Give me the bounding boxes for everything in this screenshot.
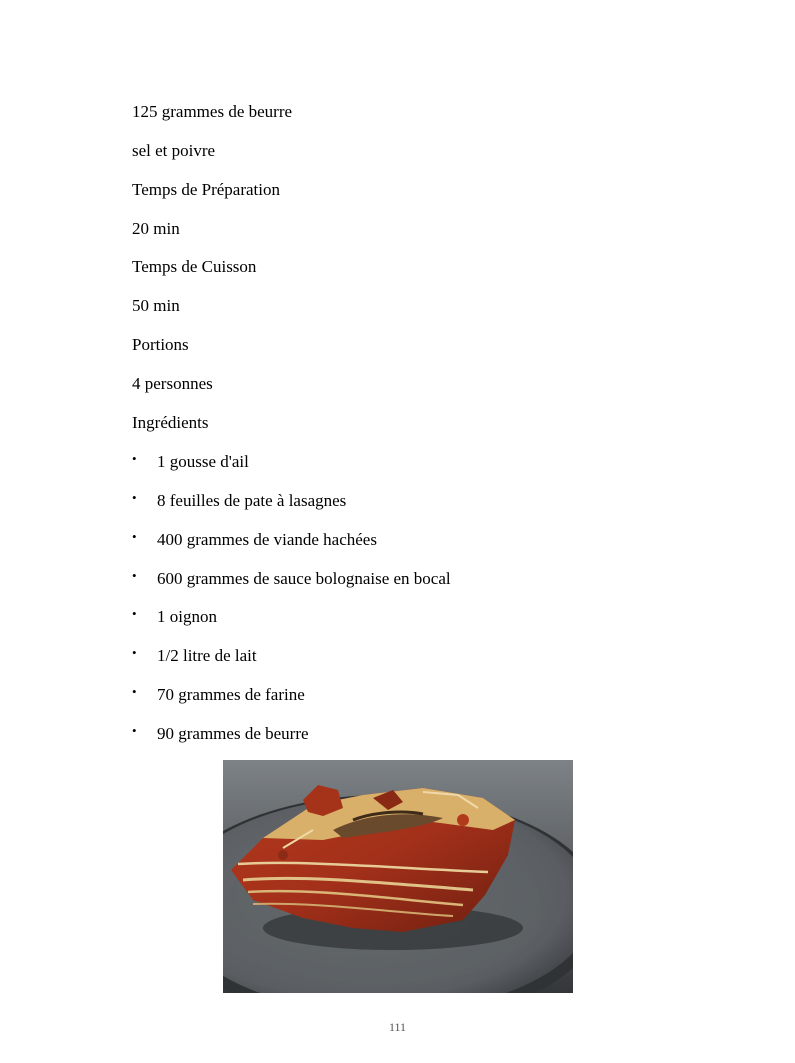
heading-cook-time: Temps de Cuisson [132, 257, 257, 276]
prep-time-value: 20 min [132, 219, 180, 238]
bullet-icon: • [132, 490, 137, 505]
page-number: 111 [388, 1020, 407, 1034]
bullet-icon: • [132, 723, 137, 738]
ingredient-label: 8 feuilles de pate à lasagnes [157, 491, 347, 510]
portions-value: 4 personnes [132, 374, 213, 393]
text-line: 125 grammes de beurre [132, 102, 293, 121]
ingredient-label: 70 grammes de farine [157, 685, 305, 704]
ingredient-label: 1 oignon [157, 607, 217, 626]
bullet-icon: • [132, 451, 137, 466]
ingredient-label: 400 grammes de viande hachées [157, 530, 377, 549]
bullet-icon: • [132, 684, 137, 699]
ingredient-label: 1/2 litre de lait [157, 646, 257, 665]
cook-time-value: 50 min [132, 296, 180, 315]
bullet-icon: • [132, 529, 137, 544]
ingredient-label: 90 grammes de beurre [157, 724, 309, 743]
heading-portions: Portions [132, 335, 189, 354]
bullet-icon: • [132, 606, 137, 621]
text-line: sel et poivre [132, 141, 216, 160]
bullet-icon: • [132, 645, 137, 660]
ingredient-label: 1 gousse d'ail [157, 452, 249, 471]
bullet-icon: • [132, 568, 137, 583]
lasagna-photo [223, 760, 573, 993]
heading-ingredients: Ingrédients [132, 413, 209, 432]
ingredient-label: 600 grammes de sauce bolognaise en bocal [157, 569, 451, 588]
heading-prep-time: Temps de Préparation [132, 180, 280, 199]
